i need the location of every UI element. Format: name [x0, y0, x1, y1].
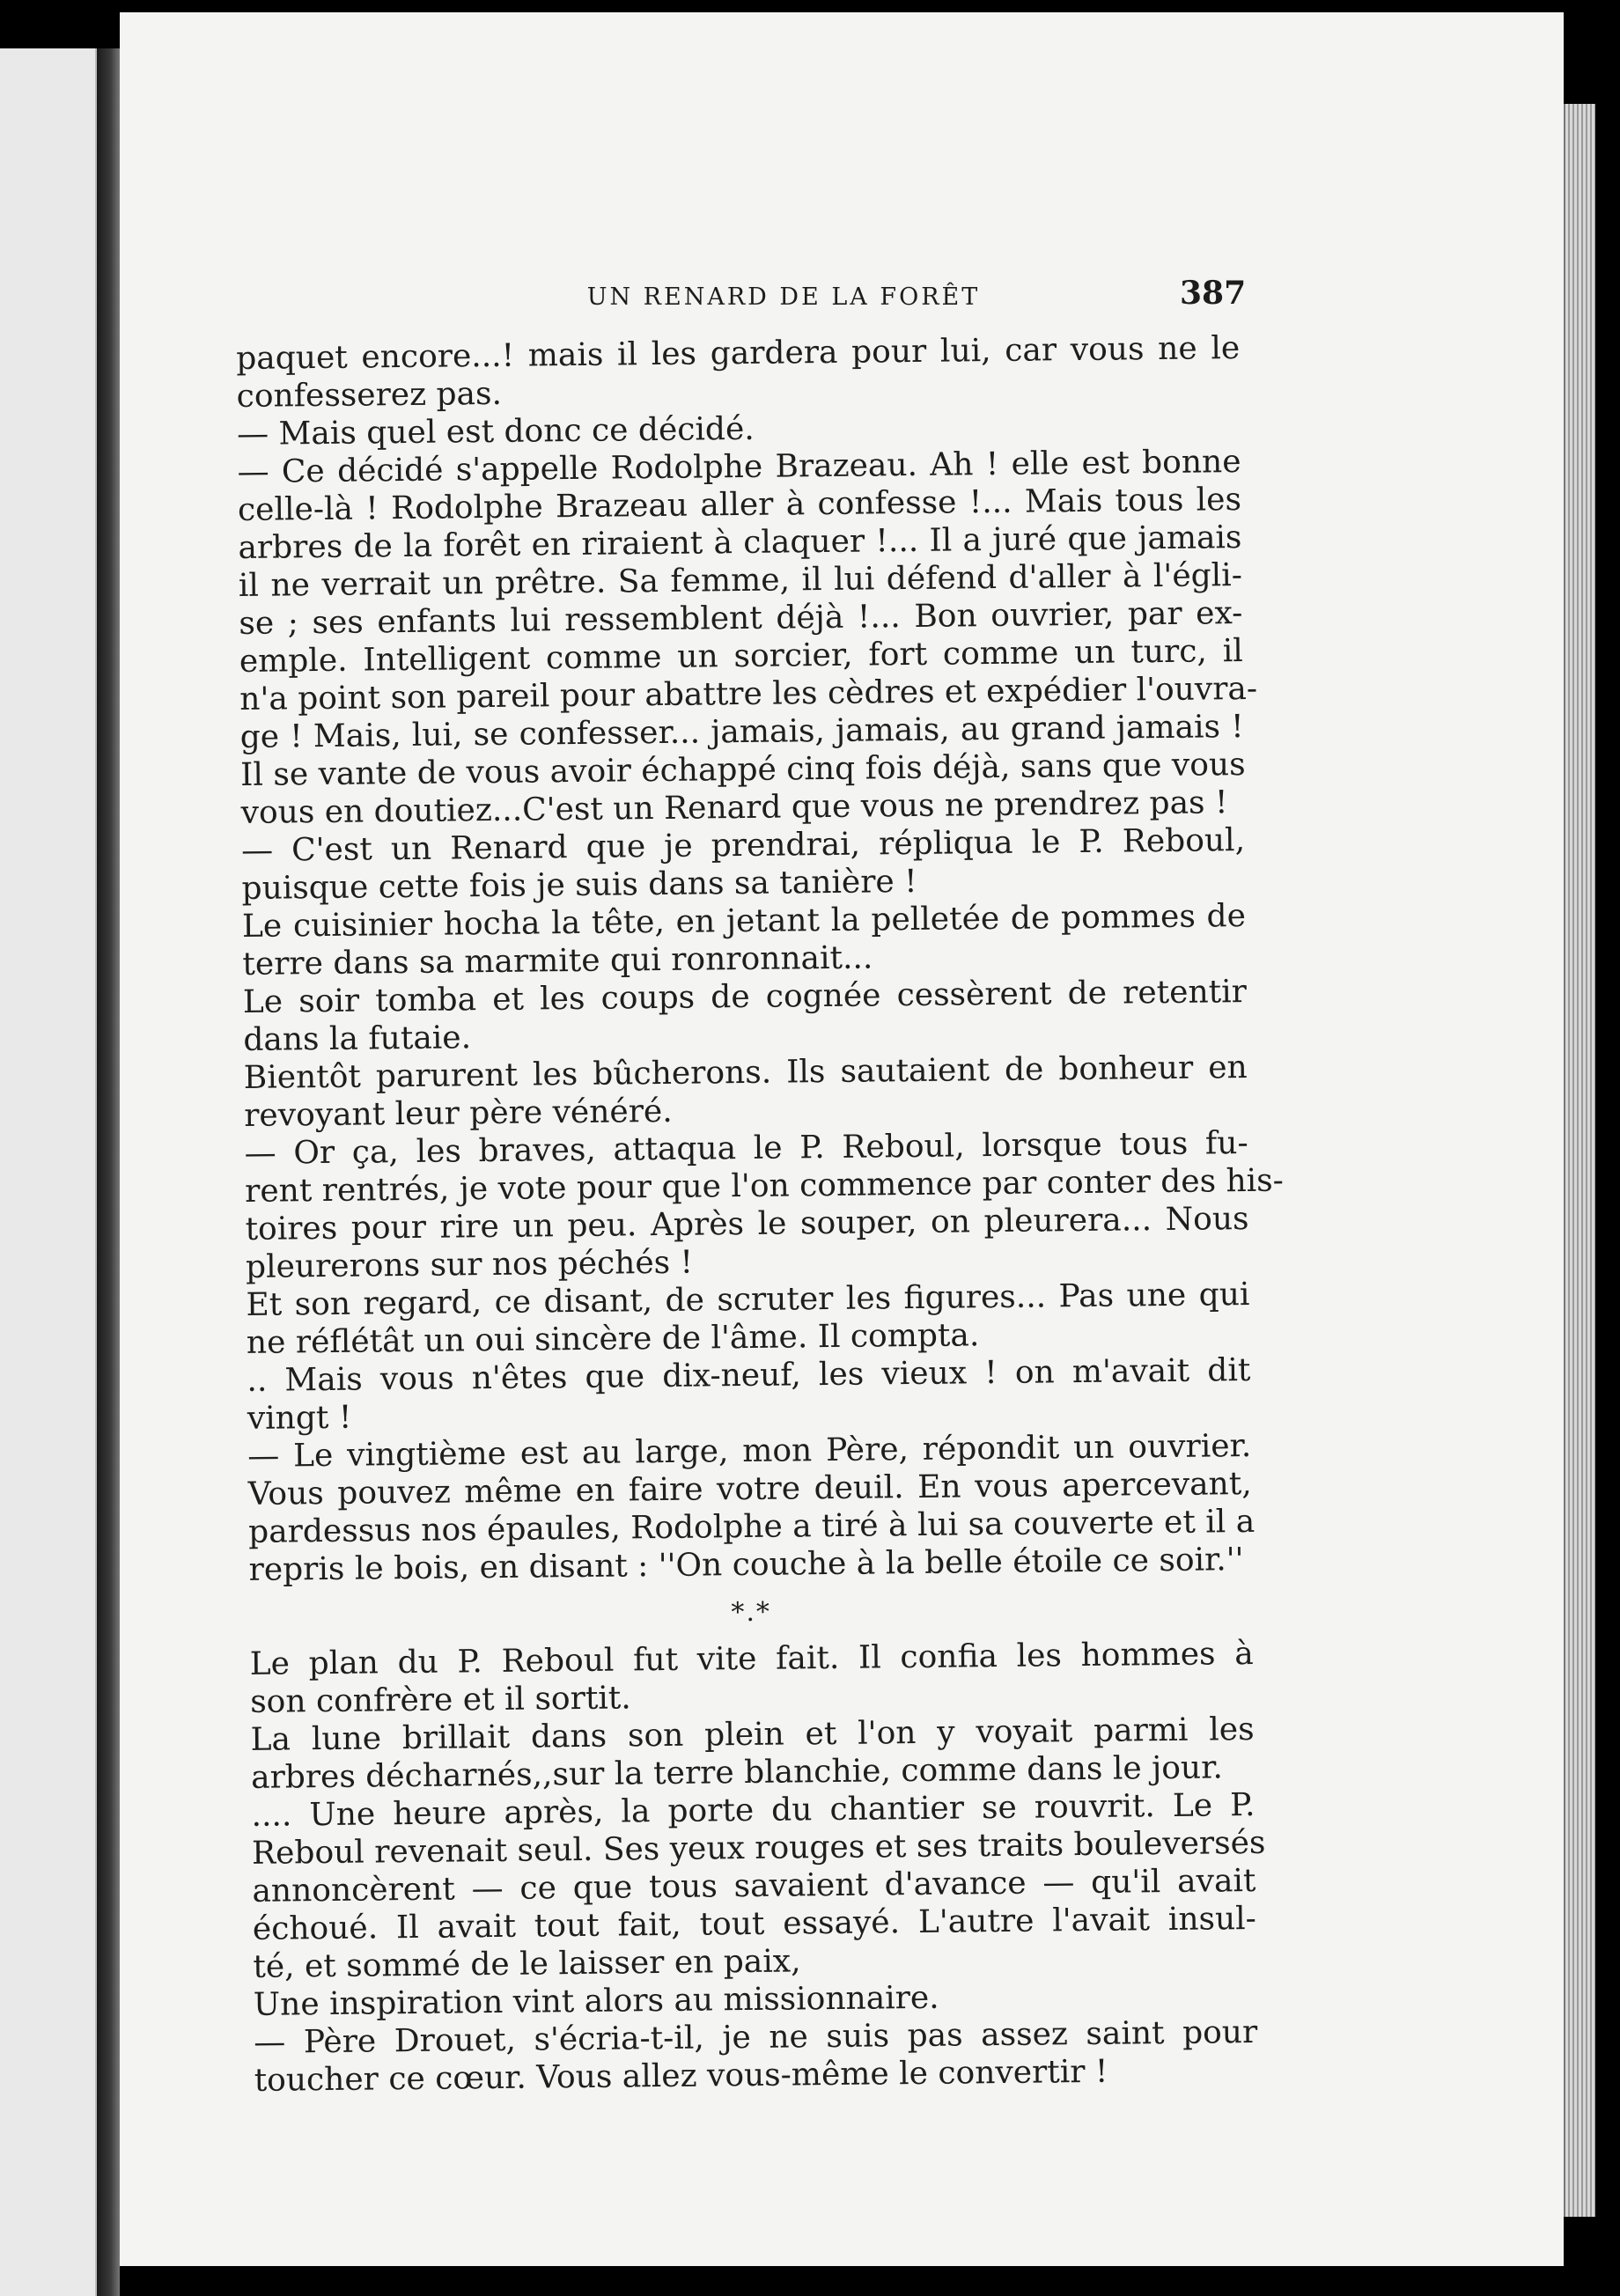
text-line: n'a point son pareil pour abattre les cèdres et expédier l'ouvra- [239, 670, 1258, 718]
text-line: La lune brillait dans son plein et l'on y voyait parmi les [250, 1711, 1255, 1758]
text-line: ge ! Mais, lui, se confesser... jamais, jamais, au grand jamais ! [239, 709, 1244, 755]
section-break-asterism: *.* [731, 1596, 772, 1629]
text-line: Le cuisinier hocha la tête, en jetant la pelletée de pommes de [241, 898, 1247, 945]
text-line: Le plan du P. Reboul fut vite fait. Il confia les hommes à [249, 1635, 1254, 1682]
text-line: Il se vante de vous avoir échappé cinq fois déjà, sans que vous [239, 747, 1246, 793]
text-line: — Mais quel est donc ce décidé. [236, 410, 755, 453]
text-line: Reboul revenait seul. Ses yeux rouges et ses traits bouleversés [251, 1824, 1266, 1872]
text-line: terre dans sa marmite qui ronronnait... [242, 939, 873, 982]
text-line: Une inspiration vint alors au missionnaire. [253, 1979, 939, 2023]
text-line: Vous pouvez même en faire votre deuil. En vous apercevant, [247, 1465, 1252, 1512]
text-line: — Le vingtième est au large, mon Père, répondit un ouvrier. [247, 1427, 1252, 1475]
text-line: toires pour rire un peu. Après le souper, on pleurera... Nous [245, 1201, 1249, 1247]
text-line: pardessus nos épaules, Rodolphe a tiré à lui sa couverte et il a [247, 1503, 1256, 1550]
gutter-shadow [97, 48, 120, 2296]
text-lines-before-break [236, 329, 1285, 1589]
text-line: — C'est un Renard que je prendrai, répliqua le P. Reboul, [240, 822, 1246, 869]
text-line: pleurerons sur nos péchés ! [245, 1244, 694, 1285]
text-line: puisque cette fois je suis dans sa tanière ! [241, 863, 917, 907]
text-line: échoué. Il avait tout fait, tout essayé. L'autre l'avait insul- [252, 1900, 1257, 1947]
text-line: té, et sommé de le laisser en paix, [253, 1943, 801, 1985]
text-line: paquet encore...! mais il les gardera pour lui, car vous ne le [236, 330, 1241, 377]
facing-page-edge [0, 48, 97, 2296]
text-line: se ; ses enfants lui ressemblent déjà !... Bon ouvrier, par ex- [239, 595, 1243, 642]
text-line: Et son regard, ce disant, de scruter les figures... Pas une qui [246, 1277, 1250, 1323]
text-line: arbres de la forêt en riraient à claquer !... Il a juré que jamais [238, 519, 1242, 566]
text-line: — Père Drouet, s'écria-t-il, je ne suis pas assez saint pour [254, 2013, 1258, 2061]
text-line: .. Mais vous n'êtes que dix-neuf, les vieux ! on m'avait dit [247, 1351, 1251, 1399]
text-line: son confrère et il sortit. [249, 1680, 631, 1720]
text-line: annoncèrent — ce que tous savaient d'avance — qu'il avait [252, 1862, 1256, 1910]
text-line: Bientôt parurent les bûcherons. Ils sautaient de bonheur en [243, 1049, 1248, 1096]
text-line: — Or ça, les braves, attaqua le P. Reboul, lorsque tous fu- [244, 1125, 1248, 1172]
text-line: revoyant leur père vénéré. [244, 1093, 673, 1134]
text-line: — Ce décidé s'appelle Rodolphe Brazeau. Ah ! elle est bonne [237, 444, 1241, 490]
text-lines-after-break [249, 1635, 1266, 2100]
text-line: vous en doutiez...C'est un Renard que vous ne prendrez pas ! [240, 784, 1228, 831]
text-line: confesserez pas. [236, 375, 503, 415]
text-line: Le soir tomba et les coups de cognée cessèrent de retentir [242, 974, 1248, 1020]
text-line: dans la futaie. [243, 1019, 472, 1058]
text-line: celle-là ! Rodolphe Brazeau aller à confesse !... Mais tous les [237, 482, 1242, 528]
text-line: repris le bois, en disant : ''On couche à la belle étoile ce soir.'' [248, 1542, 1244, 1588]
text-line: rent rentrés, je vote pour que l'on commence par conter des his- [244, 1162, 1285, 1210]
text-line: arbres décharnés,,sur la terre blanchie, comme dans le jour. [250, 1749, 1224, 1796]
text-line: emple. Intelligent comme un sorcier, fort comme un turc, il [239, 633, 1243, 680]
text-line: il ne verrait un prêtre. Sa femme, il lui défend d'aller à l'égli- [238, 557, 1243, 604]
running-head: UN RENARD DE LA FORÊT [586, 283, 981, 311]
text-line: .... Une heure après, la porte du chantier se rouvrit. Le P. [251, 1786, 1256, 1834]
text-line: toucher ce cœur. Vous allez vous-même le convertir ! [254, 2053, 1108, 2099]
text-line: ne réflétât un oui sincère de l'âme. Il compta. [246, 1317, 980, 1361]
page-fore-edge [1564, 104, 1595, 2217]
body-text [236, 329, 1285, 2100]
page-number: 387 [1180, 275, 1247, 312]
text-line: vingt ! [247, 1399, 352, 1437]
